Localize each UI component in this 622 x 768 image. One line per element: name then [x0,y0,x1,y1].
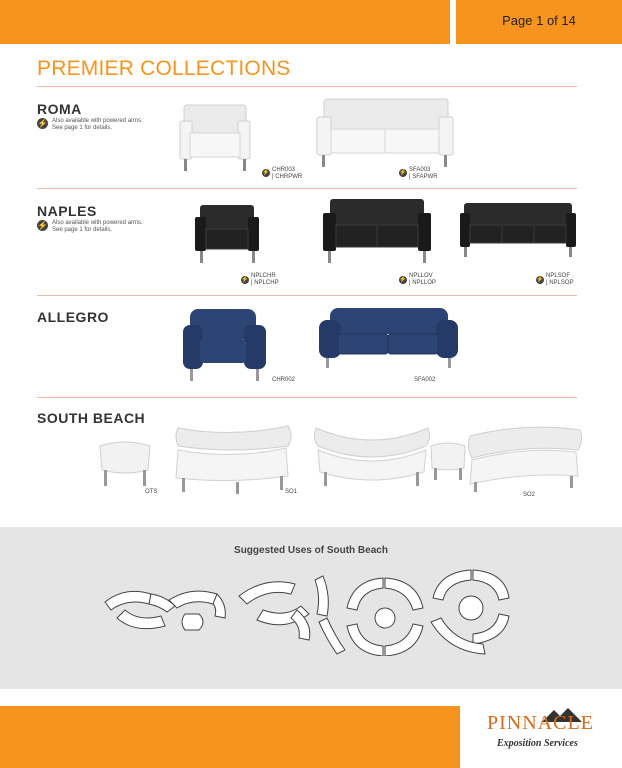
south-beach-ottoman-image [96,440,154,492]
power-icon: ⚡ [262,170,270,176]
product-code: NPLCHR | NPLCHP [251,273,279,286]
section-title-roma: ROMA [37,101,82,117]
power-icon: ⚡ [536,277,544,283]
power-icon: ⚡ [399,170,407,176]
power-icon: ⚡ [37,119,48,128]
product-code: SFA003 | SFAPWR [409,167,438,180]
suggested-layouts-diagram [95,566,535,656]
allegro-sofa-image [316,306,460,370]
product-code: SO2 [523,492,536,498]
logo-brand: PINNACLE [487,712,594,734]
divider [37,295,577,296]
south-beach-ottoman-image [428,440,468,486]
roma-chair-image [176,103,256,175]
section-title-south-beach: SOUTH BEACH [37,410,146,426]
section-title-naples: NAPLES [37,203,97,219]
product-code: CHR002 [272,377,296,383]
divider [37,397,577,398]
page-number: Page 1 of 14 [502,13,576,28]
product-code: SFA002 [414,377,436,383]
naples-sofa-image [458,199,578,265]
product-code: NPLLOV | NPLLOP [409,273,436,286]
naples-loveseat-image [320,197,434,267]
section-title-allegro: ALLEGRO [37,309,109,325]
south-beach-so1-curved-image [312,422,432,490]
suggested-uses-title: Suggested Uses of South Beach [234,545,388,556]
footer-bar [0,706,460,768]
divider [37,86,577,87]
powered-note: Also available with powered arms. See page 1 for details. [52,118,143,131]
power-icon: ⚡ [37,221,48,230]
allegro-chair-image [180,307,270,385]
south-beach-so2-image [466,422,584,494]
south-beach-so1-image [172,420,294,496]
power-icon: ⚡ [241,277,249,283]
naples-chair-image [192,203,262,267]
page-title: PREMIER COLLECTIONS [37,57,291,80]
logo-tagline: Exposition Services [497,738,578,749]
product-code: NPLSOF | NPLSOP [546,273,574,286]
power-icon: ⚡ [399,277,407,283]
product-code: CHR003 | CHRPWR [272,167,303,180]
product-code: OTS [145,489,158,495]
divider [37,188,577,189]
roma-sofa-image [314,97,456,173]
powered-note: Also available with powered arms. See page 1 for details. [52,220,143,233]
product-code: SO1 [285,489,298,495]
header-bar-left [0,0,450,44]
